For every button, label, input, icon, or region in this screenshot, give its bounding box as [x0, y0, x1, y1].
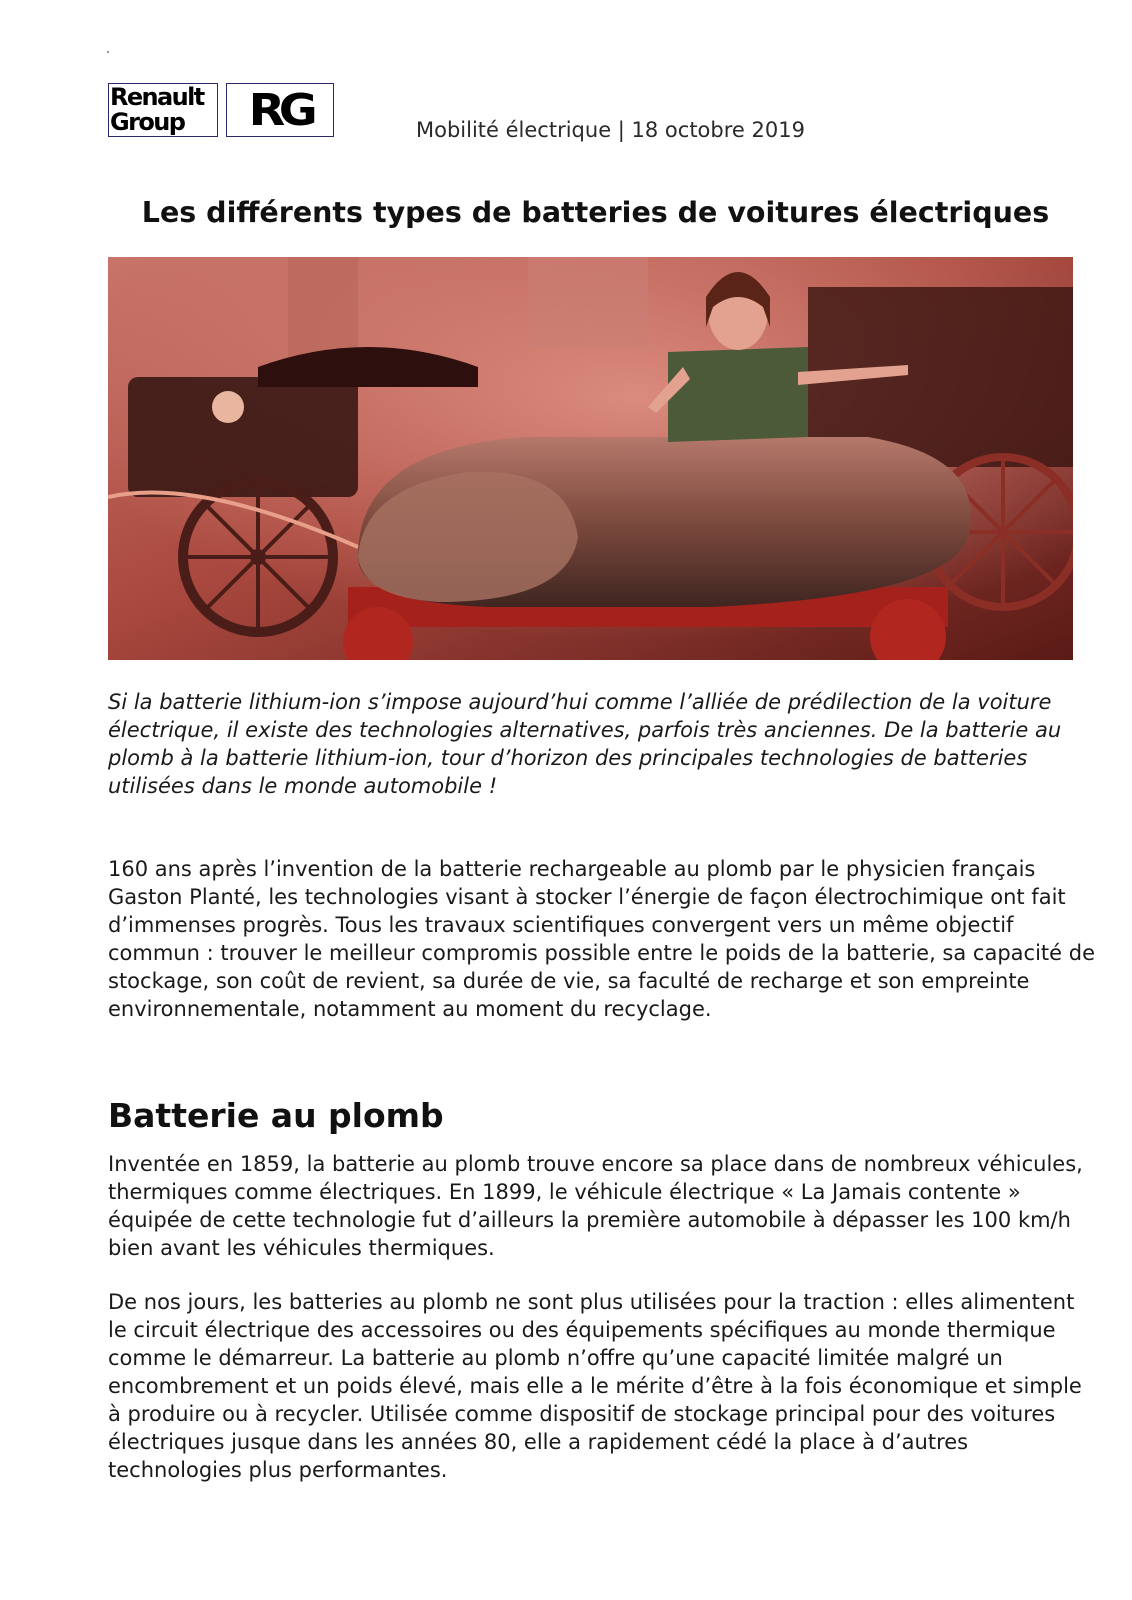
page-mark	[107, 51, 109, 53]
category-date: Mobilité électrique | 18 octobre 2019	[416, 118, 805, 142]
logo-monogram	[226, 83, 334, 137]
intro-paragraph: Si la batterie lithium-ion s’impose aujourd’hui comme l’alliée de prédilection de la voiture électrique, il existe des technologies alternatives, parfois très anciennes. De la batterie au plomb à la batterie lithium-ion, tour d’horizon des principales technologies de batteries utilisées dans le monde automobile !	[108, 690, 1062, 798]
body-paragraph: De nos jours, les batteries au plomb ne sont plus utilisées pour la traction : elles alimentent le circuit électrique des accessoires ou des équipements spécifiques au monde thermique comme le démarreur. La batterie au plomb n’offre qu’une capacité limitée malgré un encombrement et un poids élevé, mais elle a le mérite d’être à la fois économique et simple à produire ou à recycler. Utilisée comme dispositif de stockage principal pour des voitures électriques jusque dans les années 80, elle a rapidement cédé la place à d’autres technologies plus performantes.	[108, 1290, 1082, 1482]
logo-line-renault: Renault	[110, 83, 204, 111]
body-paragraph: Inventée en 1859, la batterie au plomb trouve encore sa place dans de nombreux véhicules, thermiques comme électriques. En 1899, le véhicule électrique « La Jamais contente » équipée de cette technologie fut d’ailleurs la première automobile à dépasser les 100 km/h bien avant les véhicules thermiques.	[108, 1152, 1083, 1260]
logo-rg-mark: RG	[248, 84, 312, 136]
page-title: Les différents types de batteries de voitures électriques	[141, 196, 1050, 229]
renault-group-logo	[108, 83, 334, 137]
logo-wordmark	[108, 83, 218, 137]
section-heading: Batterie au plomb	[108, 1096, 444, 1135]
body-paragraph: 160 ans après l’invention de la batterie rechargeable au plomb par le physicien français Gaston Planté, les technologies visant à stocker l’énergie de façon électrochimique ont fait d’immenses progrès. Tous les travaux scientifiques convergent vers un même objectif commun : trouver le meilleur compromis possible entre le poids de la batterie, sa capacité de stockage, son coût de revient, sa durée de vie, sa faculté de recharge et son empreinte environnementale, notamment au moment du recyclage.	[108, 857, 1095, 1021]
hero-photo	[108, 257, 1073, 660]
logo-line-group: Group	[110, 108, 185, 136]
